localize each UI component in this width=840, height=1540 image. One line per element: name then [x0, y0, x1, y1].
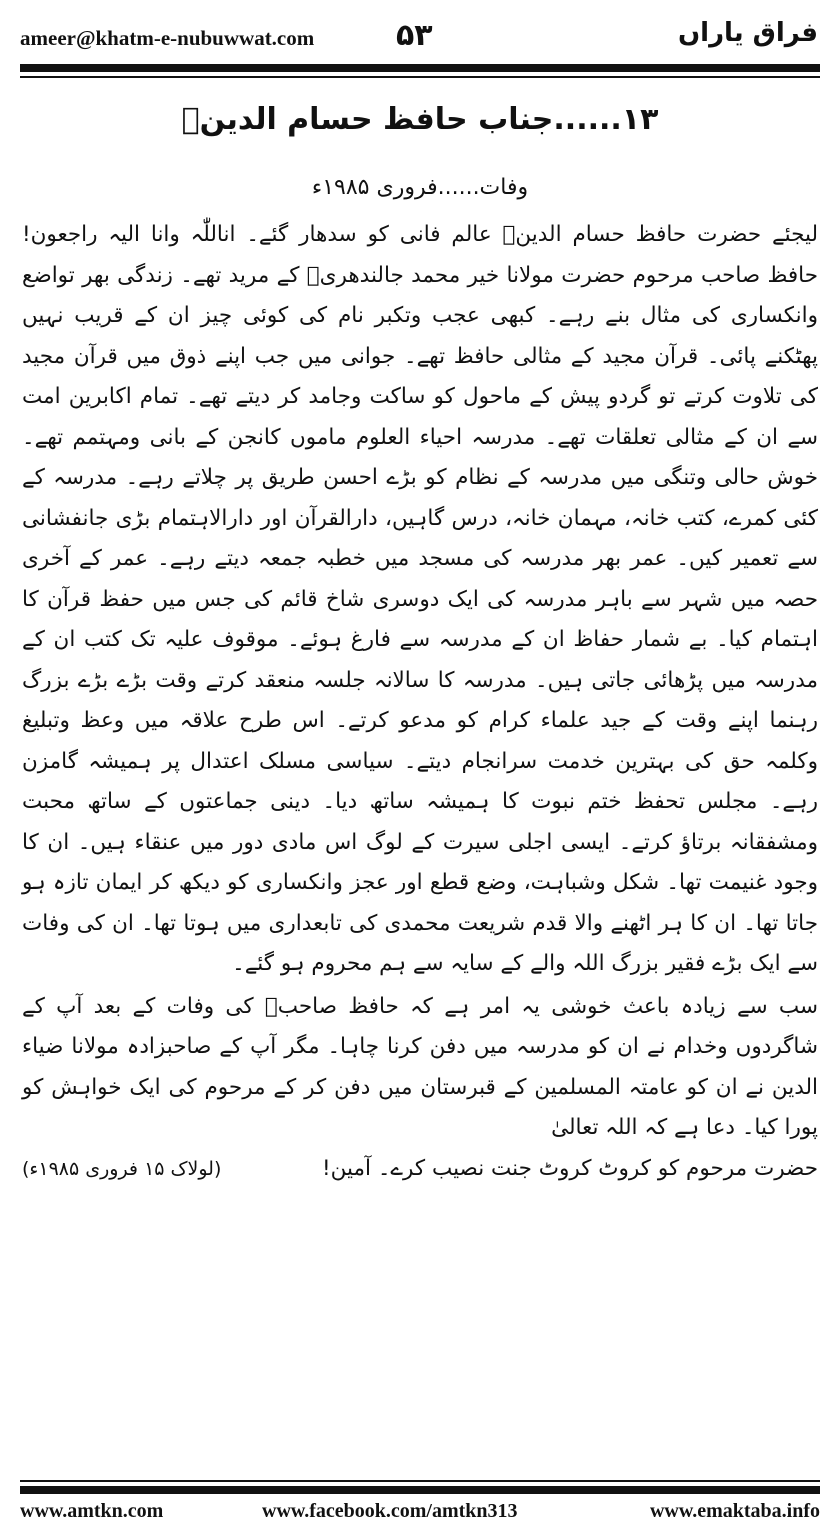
- footer-site-link[interactable]: www.amtkn.com: [20, 1500, 164, 1522]
- death-date: وفات......فروری ۱۹۸۵ء: [311, 175, 529, 200]
- citation: (لولاک ۱۵ فروری ۱۹۸۵ء): [22, 1157, 222, 1180]
- chapter-title: ۱۳......جناب حافظ حسام الدینؒ: [181, 102, 659, 137]
- book-title: فراق یاراں: [677, 18, 818, 48]
- footer-facebook-link[interactable]: www.facebook.com/amtkn313: [262, 1500, 518, 1522]
- header-rule-thin: [20, 76, 820, 78]
- footer-rule-thick: [20, 1486, 820, 1494]
- header-rule-thick: [20, 64, 820, 72]
- paragraph-1: لیجئے حضرت حافظ حسام الدینؒ عالم فانی کو سدھار گئے۔ اناللّٰہ وانا الیہ راجعون! حافظ صاحب مرحوم حضرت مولانا خیر محمد جالندھریؒ کے مرید تھے۔ زندگی بھر تواضع وانکساری کی مثال بنے رہے۔ کبھی عجب وتکبر نام کی کوئی چیز ان کے قریب نہیں پھٹکنے پائی۔ قرآن مجید کے مثالی حافظ تھے۔ جوانی میں جب اپنے ذوق میں قرآن مجید کی تلاوت کرتے تو گردو پیش کے ماحول کو ساکت وجامد کر دیتے تھے۔ تمام اکابرین امت سے ان کے مثالی تعلقات تھے۔ مدرسہ احیاء العلوم ماموں کانجن کے بانی ومہتمم تھے۔ خوش حالی وتنگی میں مدرسہ کے نظام کو بڑے احسن طریق پر چلاتے رہے۔ مدرسہ کے کئی کمرے، کتب خانہ، مہمان خانہ، درس گاہیں، دارالقرآن اور دارالاہتمام بڑی جانفشانی سے تعمیر کیں۔ عمر بھر مدرسہ کی مسجد میں خطبہ جمعہ دیتے رہے۔ عمر کے آخری حصہ میں شہر سے باہر مدرسہ کی ایک دوسری شاخ قائم کی جس میں حفظ قرآن کا اہتمام کیا۔ بے شمار حفاظ ان کے مدرسہ سے فارغ ہوئے۔ موقوف علیہ تک کتب ان کے مدرسہ میں پڑھائی جاتی ہیں۔ مدرسہ کا سالانہ جلسہ منعقد کرتے وقت بڑے بڑے بزرگ رہنما اپنے وقت کے جید علماء کرام کو مدعو کرتے۔ اس طرح علاقہ میں وعظ وتبلیغ وکلمہ حق کی بہترین خدمت سرانجام دیتے۔ سیاسی مسلک اعتدال پر ہمیشہ گامزن رہے۔ مجلس تحفظ ختم نبوت کا ہمیشہ ساتھ دیا۔ دینی جماعتوں کے ساتھ محبت ومشفقانہ برتاؤ کرتے۔ ایسی اجلی سیرت کے لوگ اس مادی دور میں عنقاء ہیں۔ ان کا وجود غنیمت تھا۔ شکل وشباہت، وضع قطع اور عجز وانکساری کو دیکھ کر ایمان تازہ ہو جاتا تھا۔ ان کا ہر اٹھنے والا قدم شریعت محمدی کی تابعداری میں ہوتا تھا۔ ان کی وفات سے ایک بڑے فقیر بزرگ اللہ والے کے سایہ سے ہم محروم ہو گئے۔: [22, 222, 818, 976]
- footer-rule-thin: [20, 1480, 820, 1482]
- page-number: ۵۳: [396, 18, 433, 53]
- closing-line: [22, 1149, 818, 1190]
- closing-text: حضرت مرحوم کو کروٹ کروٹ جنت نصیب کرے۔ آمین!: [322, 1155, 818, 1181]
- header-email: ameer@khatm-e-nubuwwat.com: [20, 26, 315, 50]
- paragraph-2: سب سے زیادہ باعث خوشی یہ امر ہے کہ حافظ صاحبؒ کی وفات کے بعد آپ کے شاگردوں وخدام نے ان کو مدرسہ میں دفن کرنا چاہا۔ مگر آپ کے صاحبزادہ مولانا ضیاء الدین نے ان کو عامتہ المسلمین کے قبرستان میں دفن کر کے مرحوم کی ایک خواہش کو پورا کیا۔ دعا ہے کہ اللہ تعالیٰ: [22, 993, 818, 1140]
- page-footer: [20, 1500, 820, 1530]
- article-body: [22, 215, 818, 1189]
- footer-library-link[interactable]: www.emaktaba.info: [649, 1500, 820, 1522]
- page-header: [0, 0, 840, 66]
